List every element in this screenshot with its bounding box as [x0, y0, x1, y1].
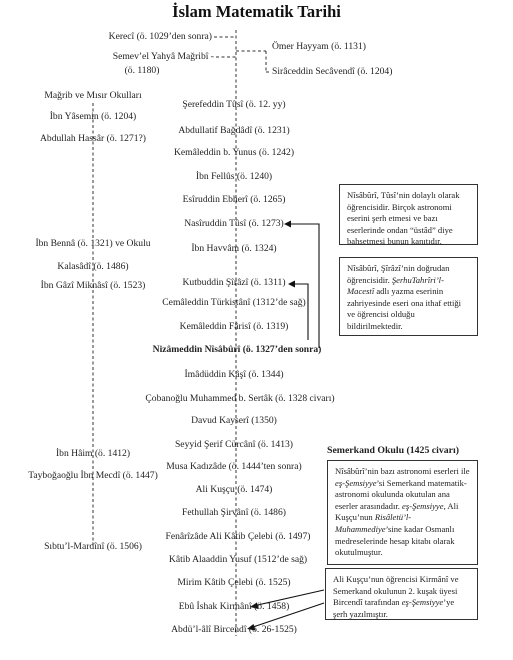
node-abdulali: Abdü’l-âlî Bircendî (ö. 26-1525) [171, 624, 297, 635]
note-box-kirmani: Ali Kuşçu’nun öğrencisi Kirmânî ve Semerkand okulunun 2. kuşak üyesi Bircendî tarafından eş-Şemsiyye’ye şerh yazılmıştır. [325, 568, 478, 620]
node-cemaleddin: Cemâleddin Türkistânî (1312’de sağ) [162, 297, 306, 308]
node-semevel: Semev’el Yahyâ Mağribî - [112, 51, 214, 62]
node-imadudin: İmâdüddin Kâşî (ö. 1344) [184, 369, 284, 380]
page-title: İslam Matematik Tarihi [172, 2, 341, 21]
node-curcani: Seyyid Şerif Cürcânî (ö. 1413) [174, 439, 294, 450]
node-omer-hayyam: Ömer Hayyam (ö. 1131) [272, 41, 366, 52]
node-fenarizade: Fenârîzâde Ali Kâtib Çelebi (ö. 1497) [165, 531, 311, 542]
note-box-tusi: Nîsâbûrî, Tûsî’nin dolaylı olarak öğrencisidir. Birçok astronomi eserini şerh etmesi ve bazı eserlerinde ondan “üstâd” diye bahsetmesi bunun kanıtıdır. [339, 184, 478, 245]
node-kemaleddin-farisi: Kemâleddin Fârisî (ö. 1319) [179, 321, 289, 332]
node-ali-kuscu: Ali Kuşçu (ö. 1474) [195, 484, 273, 495]
node-nasireddin: Nasîruddin Tûsî (ö. 1273) [184, 218, 284, 229]
node-ibn-haim: İbn Hâim (ö. 1412) [55, 448, 131, 459]
node-cobanoglu: Çobanoğlu Muhammed b. Sertâk (ö. 1328 civarı) [145, 393, 335, 404]
node-ibn-yasemin: İbn Yâsemin (ö. 1204) [49, 111, 137, 122]
node-kalasadi: Kalasâdî (ö. 1486) [57, 261, 129, 272]
node-magrib: Mağrib ve Mısır Okulları [44, 90, 142, 101]
node-kutbuddin: Kutbuddin Şîrâzî (ö. 1311) [182, 277, 286, 288]
node-esireddin: Esîruddin Ebherî (ö. 1265) [182, 194, 286, 205]
note-box-sirazi: Nîsâbûrî, Şîrâzî’nin doğrudan öğrencisidir. ŞerhuTahrîri’l-Macestî adlı yazma eserinin zahriyesinde eseri ona ithaf ettiği ve öğrencisi olduğu bildirilmektedir. [339, 257, 478, 336]
node-sibtul-mardini: Sıbtu’l-Mardînî (ö. 1506) [44, 541, 142, 552]
node-ebu-ishak: Ebû İshak Kirmânî (ö. 1458) [178, 601, 290, 612]
node-abdullatif: Abdullatif Bağdâdî (ö. 1231) [178, 125, 290, 136]
node-kereci: Kerecî (ö. 1029’den sonra) [108, 31, 212, 42]
node-ibn-fellus: İbn Fellûs (ö. 1240) [195, 171, 273, 182]
node-davud: Davud Kayserî (1350) [191, 415, 277, 426]
node-taybogaoglu: Tayboğaoğlu İbn Mecdî (ö. 1447) [28, 470, 158, 481]
node-ibn-havvam: İbn Havvâm (ö. 1324) [191, 243, 277, 254]
node-ibn-gazi: İbn Gâzî Miknâsî (ö. 1523) [40, 280, 146, 291]
node-serefeddin: Şerefeddin Tûsî (ö. 12. yy) [182, 99, 286, 110]
node-ibn-benna: İbn Bennâ (ö. 1321) ve Okulu [35, 238, 151, 249]
node-siraceddin: Sirâceddin Secâvendî (ö. 1204) [272, 66, 393, 77]
node-katib-alaaddin: Kâtib Alaaddin Yusuf (1512’de sağ) [168, 554, 308, 565]
node-nisaburi: Nizâmeddin Nîsâbûrî (ö. 1327’den sonra) [152, 344, 322, 355]
node-kemaleddin-yunus: Kemâleddin b. Yunus (ö. 1242) [173, 147, 295, 158]
node-hassar: Abdullah Hassâr (ö. 1271?) [39, 133, 147, 144]
node-mirim: Mirim Kâtib Çelebi (ö. 1525) [177, 577, 291, 588]
semerkand-heading: Semerkand Okulu (1425 civarı) [327, 445, 459, 456]
node-semevel-year: (ö. 1180) [124, 65, 160, 76]
note-box-semerkand: Nîsâbûrî’nin bazı astronomi eserleri ile eş-Şemsiyye’si Semerkand matematik-astronomi okulunda okutulan ana eserler arasındadır. eş-Şemsiyye, Ali Kuşçu’nun Risâletü’l-Muhammediye’sine kadar Osmanlı medreselerinde hesap kitabı olarak okutulmuştur. [327, 460, 478, 565]
node-fethullah: Fethullah Şirvânî (ö. 1486) [182, 507, 286, 518]
node-musa: Musa Kadızâde (ö. 1444’ten sonra) [166, 461, 302, 472]
